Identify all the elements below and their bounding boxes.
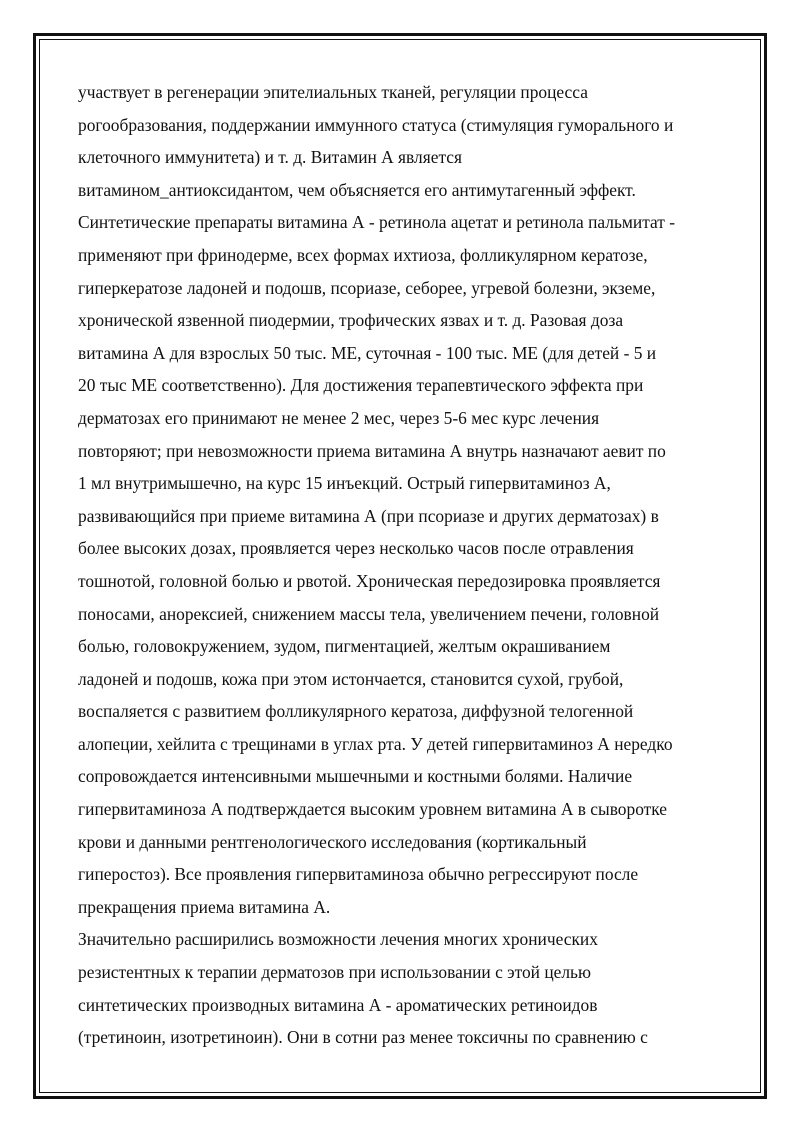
text-line: хронической язвенной пиодермии, трофических язвах и т. д. Разовая доза [78,310,624,331]
text-line: прекращения приема витамина А. [78,896,331,917]
text-line: тошнотой, головной болью и рвотой. Хроническая передозировка проявляется [78,570,661,591]
text-line: 20 тыс МЕ соответственно). Для достижения терапевтического эффекта при [78,375,644,396]
text-line: Значительно расширились возможности лечения многих хронических [78,929,598,950]
text-line: витамином_антиоксидантом, чем объясняется его антимутагенный эффект. [78,179,636,200]
text-line: ладоней и подошв, кожа при этом истончается, становится сухой, грубой, [78,668,624,689]
document-body [78,76,738,1054]
text-line: участвует в регенерации эпителиальных тканей, регуляции процесса [78,82,588,102]
text-line: сопровождается интенсивными мышечными и костными болями. Наличие [78,766,633,787]
text-line: алопеции, хейлита с трещинами в углах рта. У детей гипервитаминоз А нередко [78,733,673,754]
page-frame [33,33,767,1099]
text-line: повторяют; при невозможности приема витамина А внутрь назначают аевит по [78,440,666,461]
text-line: 1 мл внутримышечно, на курс 15 инъекций. Острый гипервитаминоз А, [78,473,611,494]
text-line: поносами, анорексией, снижением массы тела, увеличением печени, головной [78,603,660,624]
text-line: дерматозах его принимают не менее 2 мес, через 5-6 мес курс лечения [78,407,600,428]
text-line: синтетических производных витамина А - ароматических ретиноидов [78,994,598,1015]
text-line: рогообразования, поддержании иммунного статуса (стимуляция гуморального и [78,114,674,135]
text-line: воспаляется с развитием фолликулярного кератоза, диффузной телогенной [78,701,634,722]
text-line: (третиноин, изотретиноин). Они в сотни раз менее токсичны по сравнению с [78,1027,648,1048]
text-line: более высоких дозах, проявляется через несколько часов после отравления [78,538,634,559]
text-line: витамина А для взрослых 50 тыс. МЕ, суточная - 100 тыс. МЕ (для детей - 5 и [78,342,657,363]
text-line: резистентных к терапии дерматозов при использовании с этой целью [78,962,591,983]
text-line: гипервитаминоза А подтверждается высоким уровнем витамина А в сыворотке [78,799,667,820]
text-line: крови и данными рентгенологического исследования (кортикальный [78,831,587,852]
text-line: клеточного иммунитета) и т. д. Витамин А является [78,147,462,168]
text-line: Синтетические препараты витамина А - ретинола ацетат и ретинола пальмитат - [78,212,676,233]
text-line: гиперостоз). Все проявления гипервитаминоза обычно регрессируют после [78,864,639,885]
text-line: развивающийся при приеме витамина А (при псориазе и других дерматозах) в [78,505,659,526]
text-line: применяют при фринодерме, всех формах ихтиоза, фолликулярном кератозе, [78,244,648,265]
text-line: болью, головокружением, зудом, пигментацией, желтым окрашиванием [78,636,611,657]
text-line: гиперкератозе ладоней и подошв, псориазе, себорее, угревой болезни, экземе, [78,277,656,298]
